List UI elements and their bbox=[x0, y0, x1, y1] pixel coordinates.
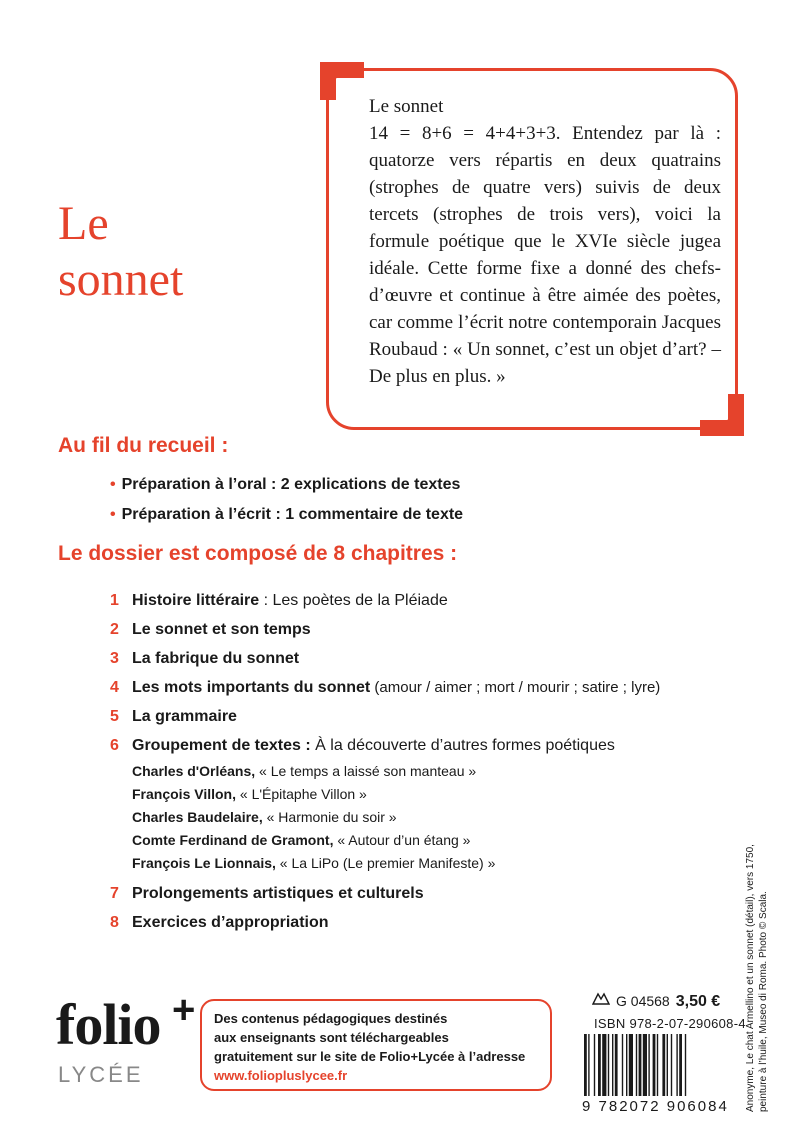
product-code: G 04568 3,50 € bbox=[592, 992, 720, 1011]
publisher-icon bbox=[592, 992, 610, 1006]
barcode-bar bbox=[653, 1034, 656, 1096]
barcode-bar bbox=[679, 1034, 682, 1096]
chapter-item: 2 Le sonnet et son temps bbox=[110, 621, 311, 638]
barcode-bar bbox=[584, 1034, 587, 1096]
dossier-heading: Le dossier est composé de 8 chapitres : bbox=[58, 542, 458, 565]
list-item: Charles Baudelaire, « Harmonie du soir » bbox=[132, 809, 397, 825]
barcode-bar bbox=[671, 1034, 672, 1096]
chapter-item: 6 Groupement de textes : À la découverte d’autres formes poétiques Charles d'Orléans, « Le temps a laissé son manteau » François Villon, « L'Épitaphe Villon » Charles Baudelaire, « Harmonie du soir » Comte Ferdinand de Gramont, « Autour d’un étang » François Le Lionnais, « La LiPo (Le premier Manifeste) » bbox=[110, 731, 660, 875]
bullet-icon: • bbox=[110, 506, 116, 523]
barcode-bar bbox=[594, 1034, 595, 1096]
barcode-bar bbox=[602, 1034, 606, 1096]
website-link[interactable]: www.foliopluslycee.fr bbox=[214, 1068, 348, 1083]
title-line-2: sonnet bbox=[58, 253, 184, 306]
barcode-bar bbox=[588, 1034, 589, 1096]
groupement-list bbox=[132, 760, 660, 875]
chapter-item: 7 Prolongements artistiques et culturels bbox=[110, 885, 424, 902]
barcode-bar bbox=[636, 1034, 637, 1096]
barcode-number: 9 782072 906084 bbox=[582, 1098, 729, 1115]
quote-text bbox=[369, 93, 721, 390]
quote-body: 14 = 8+6 = 4+4+3+3. Entendez par là : quatorze vers répartis en deux quatrains (strophes de quatre vers) suivis de deux tercets (strophes de trois vers), voici la formule poétique que le XVIe siècle jugea idéale. Cette forme fixe a donné des chefs-d’œuvre et continue à être aimée des poètes, car comme l’écrit notre contemporain Jacques Roubaud : « Un sonnet, c’est un objet d’art? – De plus en plus. » bbox=[369, 123, 721, 387]
chapter-item: 1 Histoire littéraire : Les poètes de la Pléiade bbox=[110, 592, 448, 609]
isbn: ISBN 978-2-07-290608-4 bbox=[594, 1016, 746, 1031]
barcode-bar bbox=[612, 1034, 613, 1096]
chapter-list bbox=[110, 586, 660, 937]
barcode-bar bbox=[608, 1034, 609, 1096]
quote-heading: Le sonnet bbox=[369, 96, 444, 117]
list-item: François Le Lionnais, « La LiPo (Le premier Manifeste) » bbox=[132, 855, 496, 871]
corner-accent bbox=[700, 420, 744, 436]
barcode-bar bbox=[676, 1034, 677, 1096]
barcode-bar bbox=[685, 1034, 686, 1096]
list-item: Charles d'Orléans, « Le temps a laissé son manteau » bbox=[132, 763, 477, 779]
chapter-item: 3 La fabrique du sonnet bbox=[110, 650, 300, 667]
barcode-bar bbox=[662, 1034, 665, 1096]
bullet-icon: • bbox=[110, 476, 116, 493]
list-item: Comte Ferdinand de Gramont, « Autour d’un étang » bbox=[132, 832, 471, 848]
logo-folio: folio bbox=[56, 992, 161, 1057]
corner-accent bbox=[320, 62, 336, 100]
logo-lycee: LYCÉE bbox=[58, 1062, 144, 1087]
logo-plus: + bbox=[172, 988, 196, 1032]
barcode bbox=[582, 1034, 738, 1096]
price: 3,50 € bbox=[675, 993, 721, 1010]
barcode-bar bbox=[629, 1034, 633, 1096]
quote-box bbox=[326, 68, 738, 430]
barcode-bar bbox=[657, 1034, 658, 1096]
info-box: Des contenus pédagogiques destinés aux enseignants sont téléchargeables gratuitement sur le site de Folio+Lycée à l’adresse www.foliopluslycee.fr bbox=[200, 999, 552, 1091]
barcode-bar bbox=[626, 1034, 627, 1096]
barcode-bar bbox=[639, 1034, 642, 1096]
barcode-bar bbox=[622, 1034, 623, 1096]
image-credit: Anonyme, Le chat Armellino et un sonnet (détail), vers 1750, peinture à l’huile, Museo di Roma. Photo © Scala. bbox=[745, 844, 769, 1112]
chapter-item: 8 Exercices d’appropriation bbox=[110, 914, 329, 931]
barcode-bar bbox=[648, 1034, 649, 1096]
list-item: • Préparation à l’oral : 2 explications de textes bbox=[110, 476, 461, 493]
list-item: • Préparation à l’écrit : 1 commentaire de texte bbox=[110, 506, 464, 523]
chapter-item: 4 Les mots importants du sonnet (amour / aimer ; mort / mourir ; satire ; lyre) bbox=[110, 679, 661, 696]
barcode-bar bbox=[643, 1034, 647, 1096]
title-line-1: Le bbox=[58, 197, 109, 250]
recueil-heading: Au fil du recueil : bbox=[58, 434, 229, 457]
barcode-bar bbox=[598, 1034, 601, 1096]
folio-logo bbox=[56, 988, 196, 1087]
chapter-item: 5 La grammaire bbox=[110, 708, 237, 725]
recueil-list bbox=[110, 470, 463, 530]
list-item: François Villon, « L'Épitaphe Villon » bbox=[132, 786, 367, 802]
barcode-bar bbox=[667, 1034, 668, 1096]
barcode-bar bbox=[615, 1034, 618, 1096]
